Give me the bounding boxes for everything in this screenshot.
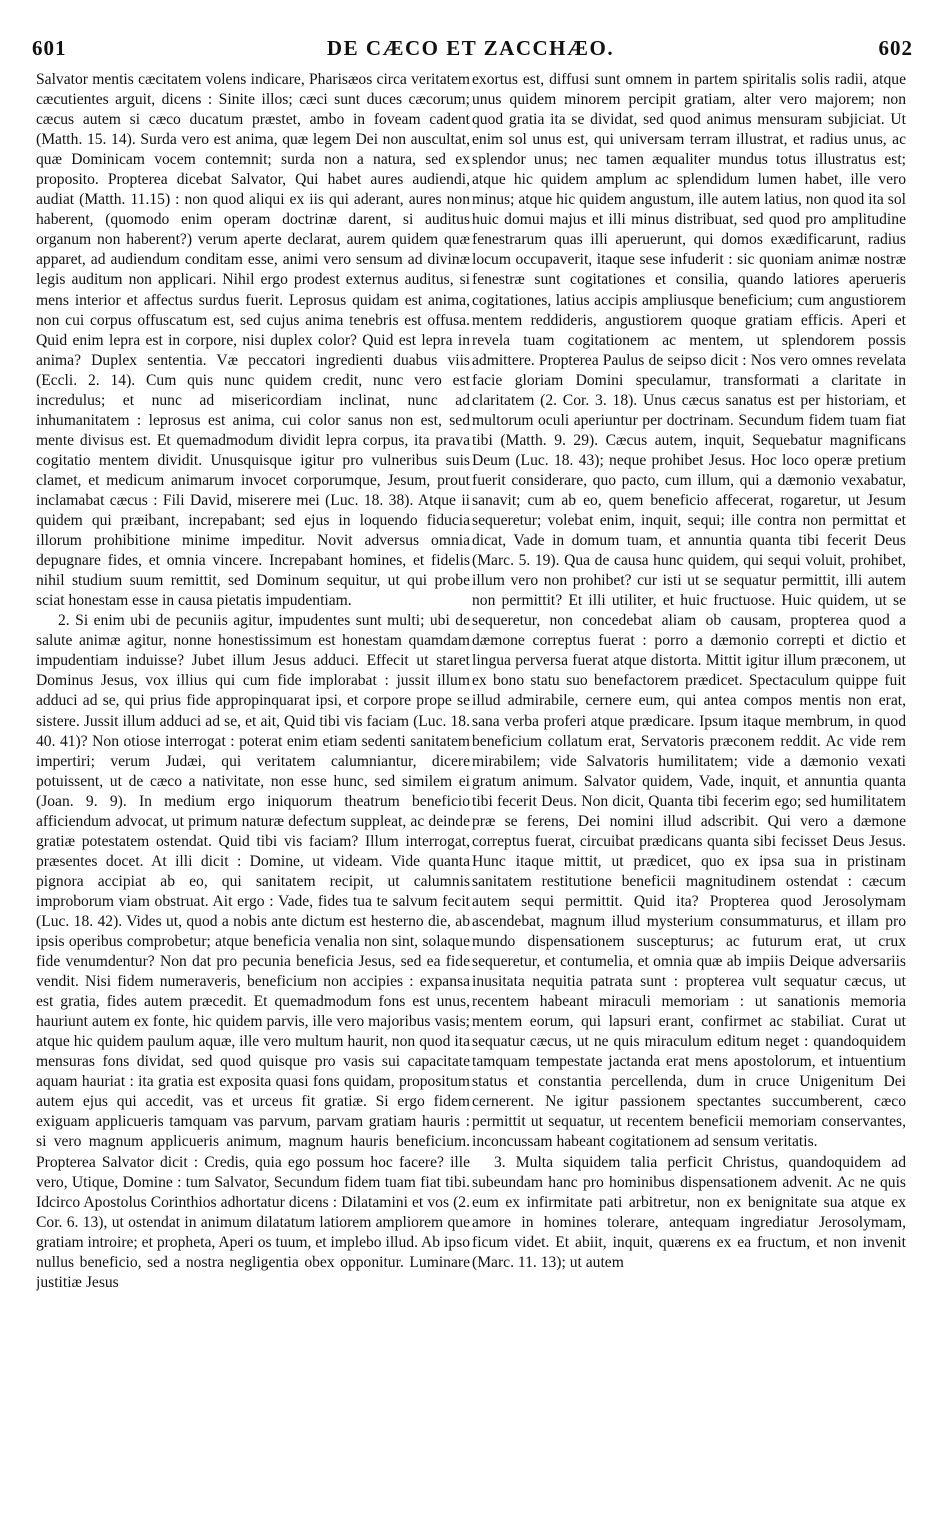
right-column-number: 602: [878, 36, 913, 60]
left-column-number: 601: [32, 36, 67, 60]
paragraph: 3. Multa siquidem talia perficit Christus, quandoquidem ad subeundam hanc pro hominibus dispensationem advenit. Ac ne quis eum ex infirmitate pati arbitretur, non ex benignitate sua atque ex amore in homines tolerare, antequam ingrediatur Jerosolymam, ficum videt. Et abiit, inquit, quærens ex ea fructum, et non invenit (Marc. 11. 13); ut autem: [472, 1153, 906, 1271]
page-title: DE CÆCO ET ZACCHÆO.: [326, 36, 615, 60]
paragraph: Salvator mentis cæcitatem volens indicare, Pharisæos circa veritatem cæcutientes arguit, dicens : Sinite illos; cæci sunt duces cæcorum; cæcus autem si cæco ducatum præstet, ambo in foveam cadent (Matth. 15. 14). Surda vero est anima, quæ legem Dei non auscultat, quæ Dominicam vocem contemnit; surda non a natura, sed ex proposito. Propterea dicebat Salvator, Qui habet aures audiendi, audiat (Matth. 11.15) : non quod aliqui ex iis qui aderant, aures non haberent, (quomodo enim operam doctrinæ darent, si auditus organum non haberent?) verum aperte declarat, aurem quidem quæ apparet, ad audiendum conditam esse, animi vero sensum ad divinæ legis auditum non applicari. Nihil ergo prodest externus auditus, si mens interior et affectus surdus fuerit. Leprosus quidam est anima, non cui corpus offuscatum est, sed cujus anima tenebris est offusa. Quid enim lepra est in corpore, nisi duplex color? Quid est lepra in anima? Duplex sententia. Væ peccatori ingredienti duabus viis (Eccli. 2. 14). Cum quis nunc quidem credit, nunc vero est incredulus; et nunc ad misericordiam inclinat, nunc ad inhumanitatem : leprosus est anima, cui color sanus non est, sed mente divisus est. Et quemadmodum dividit lepra corpus, ita prava cogitatio mentem dividit. Unusquisque igitur pro vulneribus suis clamet, et medicum animarum invocet corporumque, Jesum, prout inclamabat cæcus : Fili David, miserere mei (Luc. 18. 38). Atque ii quidem qui præibant, increpabant; sed ejus in loquendo fiducia illorum prohibitione minime impeditur. Novit adversus omnia depugnare fides, et omnia vincere. Increpabant homines, et fidelis nihil studium suum remittit, sed Dominum sequitur, ut qui probe sciat honestam esse in causa pietatis impudentiam.: [36, 71, 470, 610]
paragraph: 2. Si enim ubi de pecuniis agitur, impudentes sunt multi; ubi de salute animæ agitur, nonne honestissimum est honestam quamdam impudentiam induisse? Jubet illum Jesus adduci. Effecit ut staret Dominus Jesus, vox illius qui cum fide implorabat : jussit illum adduci ad se, qui prius fide appropinquarat ipsi, et corpore prope se sistere. Jussit illum adduci ad se, et ait, Quid tibi vis faciam (Luc. 18. 40. 41)? Non otiose interrogat : poterat enim etiam sedenti sanitatem impertiri; verum Judæi, qui veritatem calumniantur, dicere potuissent, ut de cæco a nativitate, non esse hunc, sed similem ei (Joan. 9. 9). In medium ergo iniquorum theatrum beneficio afficiendum advocat, ut primum naturæ defectum suppleat, ac deinde gratiæ potestatem ostendat. Quid tibi vis faciam? Illum interrogat, præsentes docet. At illi dicit : Domine, ut videam. Vide quanta pignora accipiat ab eo, qui sanitatem recipit, ut calumnis improborum viam obstruat. Ait ergo : Vade, fides tua te salvum fecit (Luc. 18. 42). Vides ut, quod a nobis ante dictum est hesterno die, ab ipsis operibus comprobetur; atque beneficia venalia non sint, solaque fide venumdentur? Non dat pro pecunia beneficia Jesus, sed ea fide vendit. Nisi fidem numeraveris, beneficium non accipies : expansa est gratia, fides autem præcedit. Et quemadmodum fons est unus, hauriunt autem ex fonte, hic quidem parvis, ille vero majoribus vasis; atque hic quidem paulum aquæ, ille vero multum haurit, non quod ita mensuras fons dividat, sed quod quisque pro vasis sui capacitate aquam hauriat : ita gratia est exposita quasi fons quidam, propositum autem ejus qui accedit, vas et urceus fit gratiæ. Si ergo fidem exiguam applicueris tamquam vas parvum, parvam gratiam hauris : si vero magnum applicueris animum, magnum hauris beneficium. Propterea Salvator dicit : Credis, quia ego possum hoc facere? ille vero, Utique, Domine : tum Salvator, Secundum fidem tuam fiat tibi. Idcirco Apostolus Corinthios adhortatur dicens : Dilatamini et vos (2. Cor. 6. 13), ut ostendat in animum dilatatum latiorem ampliorem que gratiam introire; et propheta, Aperi os tuum, et implebo illud. Ab ipso nullus beneficio, sed a nostra negligentia obex opponitur. Luminare justitiæ Jesus: [36, 612, 470, 1291]
right-text-column: [472, 70, 906, 1530]
page-header: [28, 36, 913, 64]
left-text-column: [36, 70, 470, 1530]
paragraph: exortus est, diffusi sunt omnem in partem spiritalis solis radii, atque unus quidem minorem percipit gratiam, alter vero majorem; non quod gratia ita se dividat, sed quod animus mensuram subjiciat. Ut enim sol unus est, qui universam terram illustrat, et radius unus, ac splendor unus; nec tamen æqualiter mundus totus illustratus est; atque hic quidem amplum ac splendidum lumen habet, ille vero minus; atque hic quidem angustum, ille autem latius, non quod ita sol huic domui majus et illi minus distribuat, sed quod pro amplitudine fenestrarum quas illi aperuerunt, qui domos exædificarunt, radius locum occupaverit, itaque sese infuderit : sic quoniam animæ nostræ fenestræ sunt cogitationes et consilia, quando latiores aperueris cogitationes, latius accipis ampliusque beneficium; cum angustiorem mentem reddideris, angustiorem quoque gratiam efficis. Aperi et revela tuam cogitationem ac mentem, ut splendorem possis admittere. Propterea Paulus de seipso dicit : Nos vero omnes revelata facie gloriam Domini speculamur, transformati a claritate in claritatem (2. Cor. 3. 18). Unus cæcus sanatus est per historiam, et multorum oculi aperiuntur per doctrinam. Secundum fidem tuam fiat tibi (Matth. 9. 29). Cæcus autem, inquit, Sequebatur magnificans Deum (Luc. 18. 43); neque prohibet Jesus. Hoc loco operæ pretium fuerit considerare, quo pacto, cum illum, qui a dæmonio vexabatur, sanavit; cum ab eo, quem beneficio affecerat, rogaretur, ut Jesum sequeretur; volebat enim, inquit, sequi; ille contra non permittat et dicat, Vade in domum tuam, et annuntia quanta tibi fecerit Deus (Marc. 5. 19). Qua de causa hunc quidem, qui sequi voluit, prohibet, illum vero non prohibet? cur isti ut se sequatur permittit, illi autem non permittit? Et illi utiliter, et huic fructuose. Huic quidem, ut se sequeretur, non concedebat aliam ob causam, propterea quod a dæmone correptus fuerat : porro a dæmonio correpti et dictio et lingua perversa fuerat atque distorta. Mittit igitur illum præconem, ut ex bono statu suo benefactorem prædicet. Spectaculum quippe fuit illud admirabile, cernere eum, qui antea compos mentis non erat, sana verba proferi atque prædicare. Ipsum itaque membrum, in quod beneficium collatum erat, Servatoris præconem reddit. Ac vide rem mirabilem; vide Salvatoris humilitatem; vide a dæmonio vexati gratum animum. Salvator quidem, Vade, inquit, et annuntia quanta tibi fecerit Deus. Non dicit, Quanta tibi fecerim ego; sed humilitatem præ se ferens, Dei nomini illud adscribit. Qui vero a dæmone correptus fuerat, circuibat prædicans quanta sibi fecisset Deus Jesus. Hunc itaque mittit, ut prædicet, quo ex ipsa sua in pristinam sanitatem restitutione beneficii magnitudinem ostendat : cæcum autem sequi permittit. Quid ita? Propterea quod Jerosolymam ascendebat, magnum illud mysterium consummaturus, et illam pro mundo dispensationem suscepturus; ac futurum erat, ut crux sequeretur, et contumelia, et omnia quæ ab impiis Deique adversariis inusitata nequitia patrata sunt : propterea vult sequatur cæcus, ut recentem habeant miraculi memoriam : ut sanationis memoria mentem eorum, qui lapsuri erant, confirmet ac stabiliat. Curat ut sequatur cæcus, ut ne quis miraculum editum neget : quandoquidem tamquam tempestate jactanda erat mens apostolorum, et intuentium status et constantia percellenda, dum in cruce Unigenitum Dei cernerent. Ne igitur passionem spectantes succumberent, cæco permittit ut sequatur, ut recentem beneficii memoriam conservantes, inconcussam habeant cogitationem ad sensum veritatis.: [472, 71, 906, 1151]
